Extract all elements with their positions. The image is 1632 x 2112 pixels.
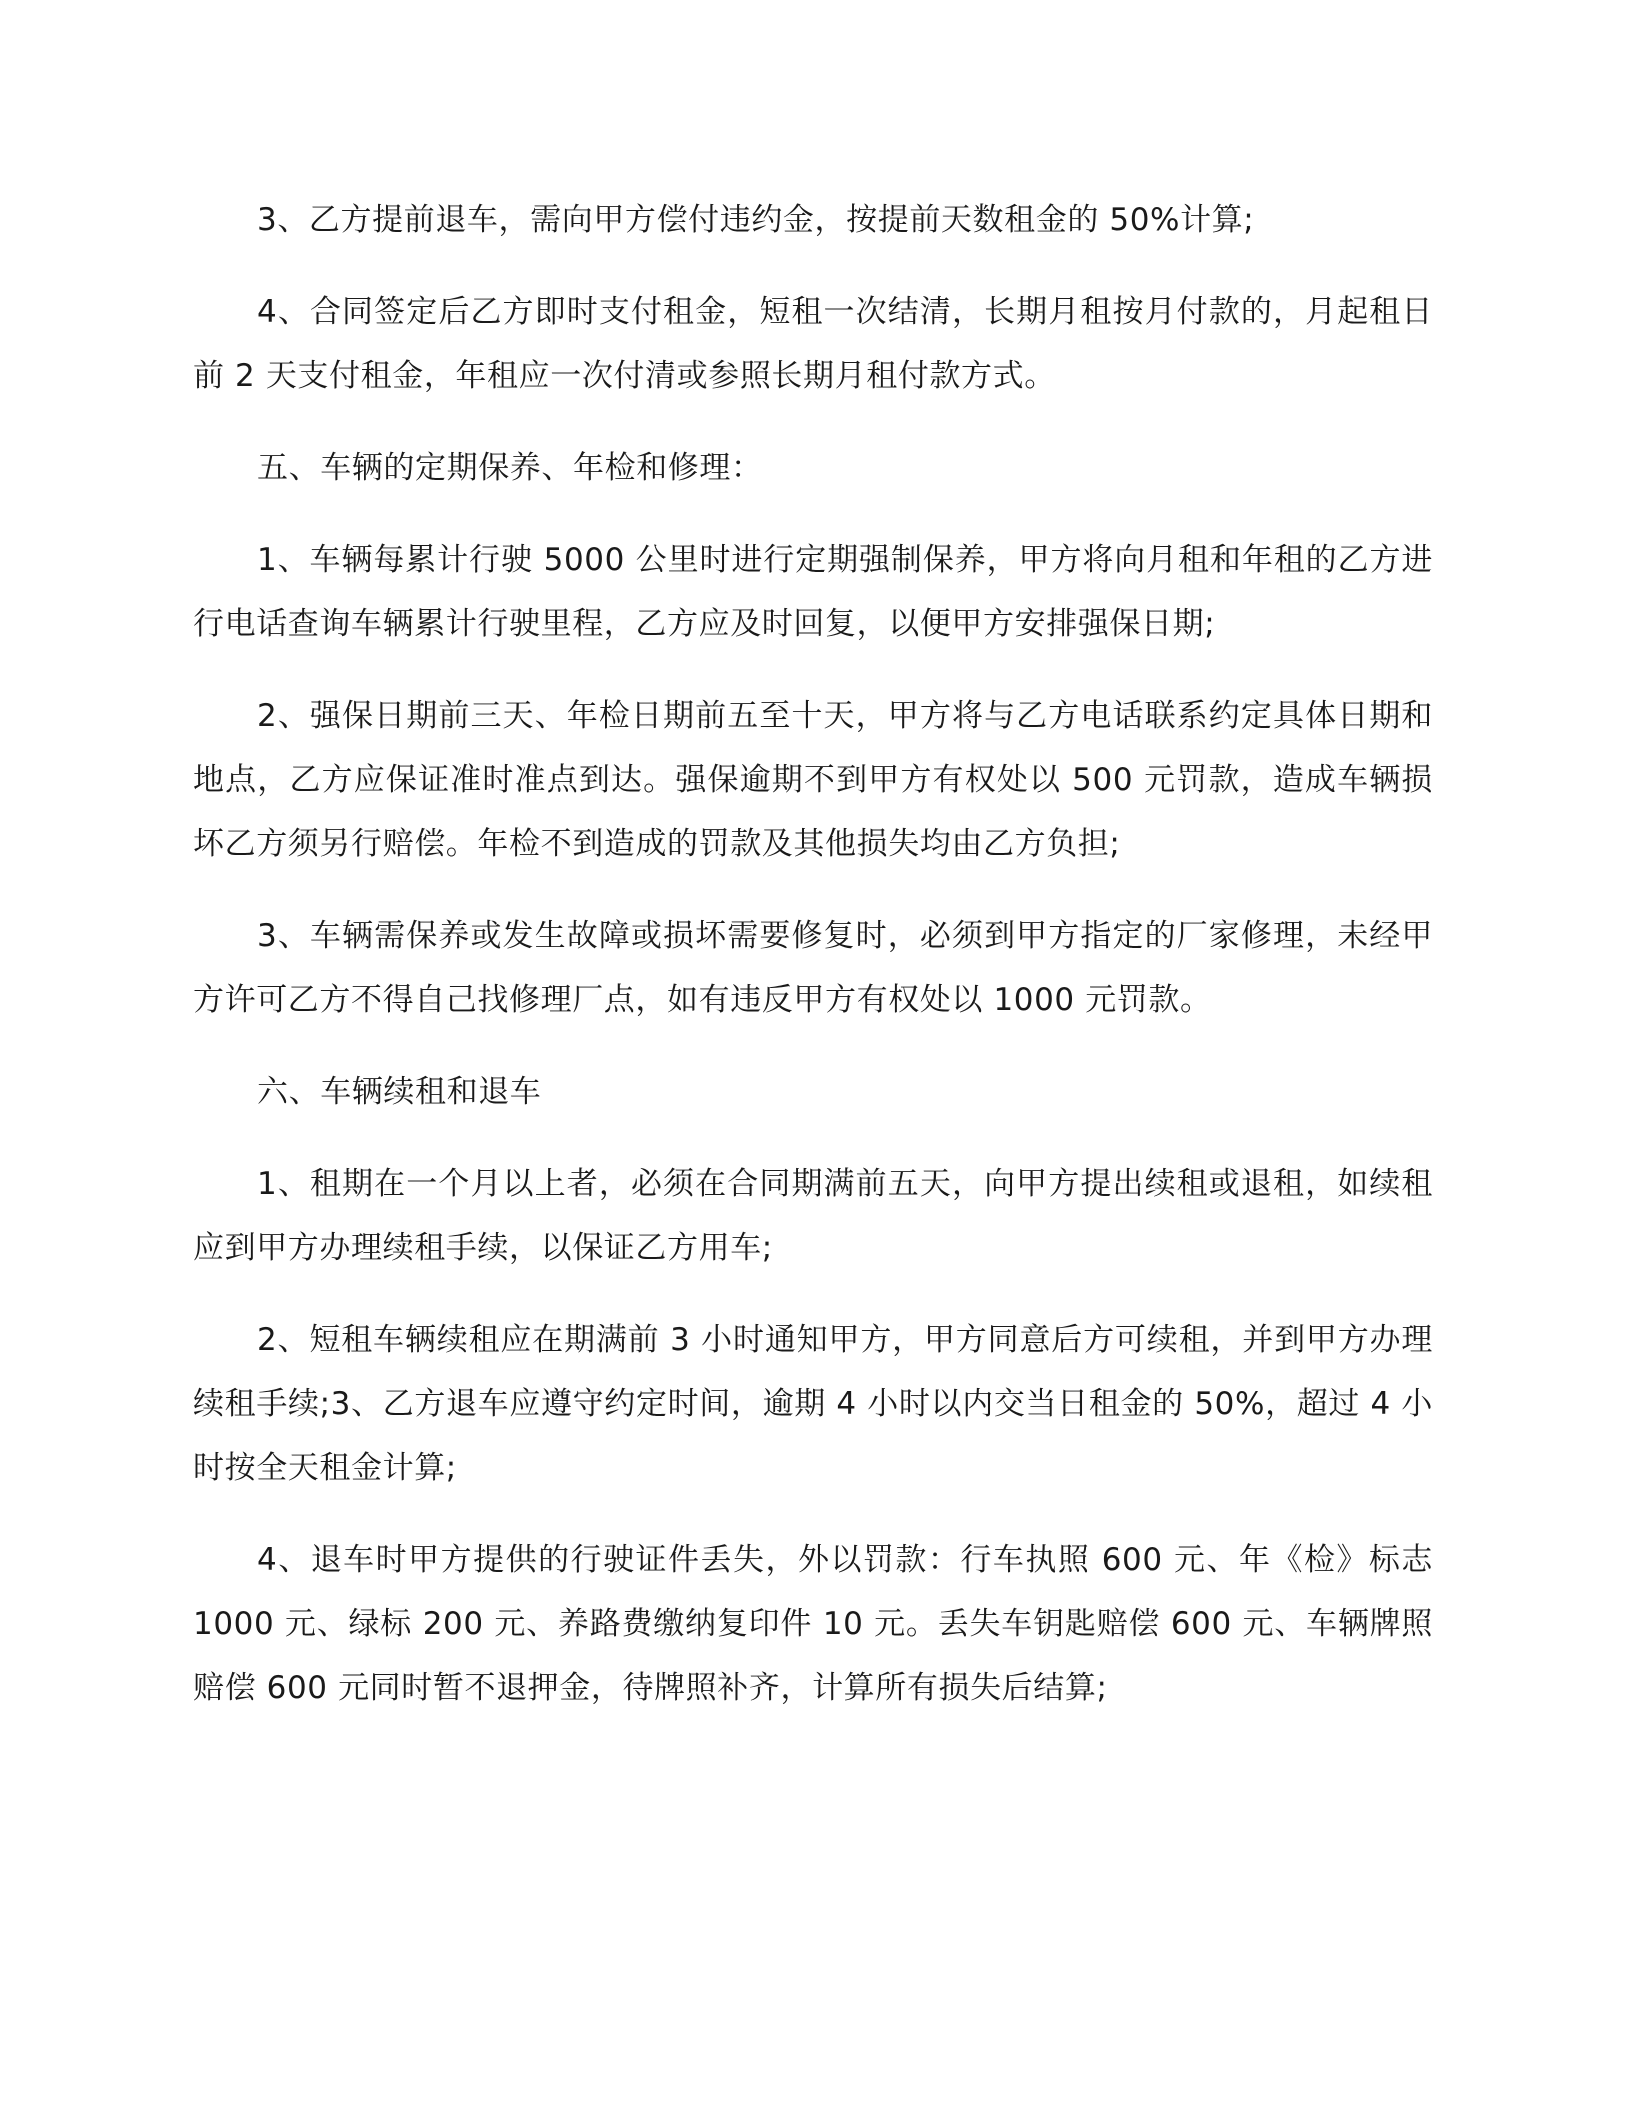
- clause-5-3: 3、车辆需保养或发生故障或损坏需要修复时，必须到甲方指定的厂家修理，未经甲方许可乙方不得自己找修理厂点，如有违反甲方有权处以 1000 元罚款。: [193, 918, 1433, 1018]
- clause-5-1: 1、车辆每累计行驶 5000 公里时进行定期强制保养，甲方将向月租和年租的乙方进行电话查询车辆累计行驶里程，乙方应及时回复，以便甲方安排强保日期;: [193, 542, 1433, 642]
- clause-6-4: 4、退车时甲方提供的行驶证件丢失，外以罚款：行车执照 600 元、年《检》标志 1000 元、绿标 200 元、养路费缴纳复印件 10 元。丢失车钥匙赔偿 600 元、车辆牌照赔偿 600 元同时暂不退押金，待牌照补齐，计算所有损失后结算;: [193, 1542, 1433, 1706]
- clause-5-2: 2、强保日期前三天、年检日期前五至十天，甲方将与乙方电话联系约定具体日期和地点，乙方应保证准时准点到达。强保逾期不到甲方有权处以 500 元罚款，造成车辆损坏乙方须另行赔偿。年检不到造成的罚款及其他损失均由乙方负担;: [193, 698, 1433, 862]
- clause-4-3: 3、乙方提前退车，需向甲方偿付违约金，按提前天数租金的 50%计算;: [257, 202, 1255, 238]
- section-heading-5: 五、车辆的定期保养、年检和修理：: [257, 450, 763, 486]
- document-body: [193, 188, 1433, 1748]
- clause-4-4: 4、合同签定后乙方即时支付租金，短租一次结清，长期月租按月付款的，月起租日前 2 天支付租金，年租应一次付清或参照长期月租付款方式。: [193, 294, 1433, 394]
- clause-6-2: 2、短租车辆续租应在期满前 3 小时通知甲方，甲方同意后方可续租，并到甲方办理续租手续;3、乙方退车应遵守约定时间，逾期 4 小时以内交当日租金的 50%，超过 4 小时按全天租金计算;: [193, 1322, 1433, 1486]
- clause-6-1: 1、租期在一个月以上者，必须在合同期满前五天，向甲方提出续租或退租，如续租应到甲方办理续租手续，以保证乙方用车;: [193, 1166, 1433, 1266]
- section-heading-6: 六、车辆续租和退车: [257, 1074, 542, 1110]
